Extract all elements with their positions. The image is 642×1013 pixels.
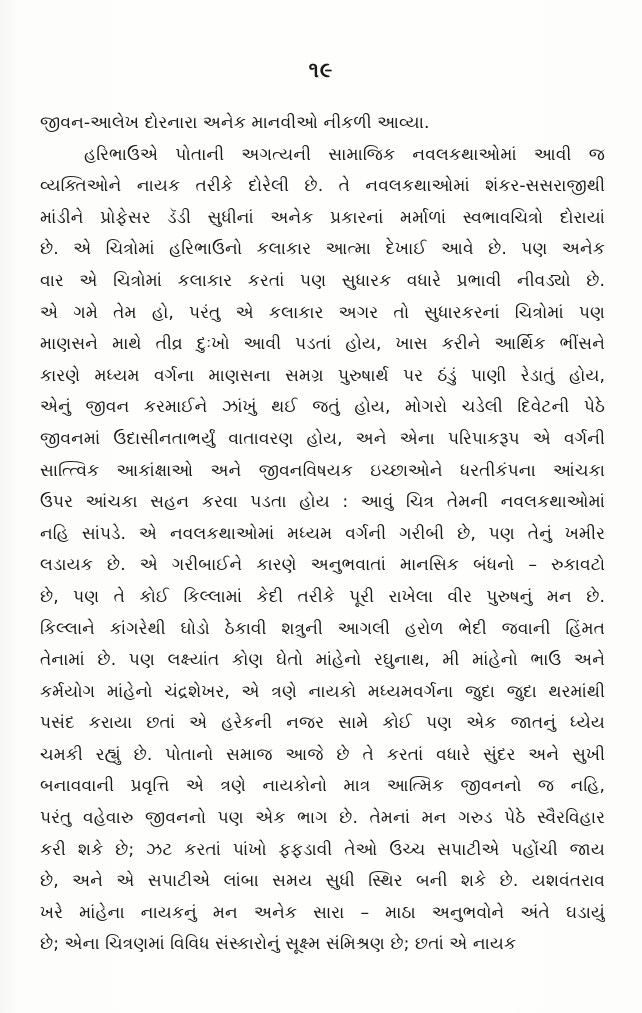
text-line: વ્યક્તિઓને નાયક તરીકે દોરેલી છે. તે નવલકથાઓમાં શંકર-સસરાજીથી	[40, 176, 605, 197]
text-line: કરી શકે છે; ઝટ કરતાં પાંખો ફફડાવી તેઓ ઉચ્ચ સપાટીએ પહોંચી જાય	[40, 839, 605, 860]
text-line: જીવનમાં ઉદાસીનતાભર્યું વાતાવરણ હોય, અને એના પરિપાકરૂપ એ વર્ગની	[40, 428, 605, 449]
page-number: ૧૯	[308, 58, 334, 82]
text-line: માણસને માથે તીવ્ર દુઃખો આવી પડતાં હોય, ખાસ કરીને આર્થિક ભીંસને	[40, 334, 605, 355]
text-line: વાર એ ચિત્રોમાં કલાકાર કરતાં પણ સુધારક વધારે પ્રભાવી નીવડ્યો છે.	[40, 270, 605, 291]
text-line: છે. એ ચિત્રોમાં હરિભાઉનો કલાકાર આત્મા દેખાઈ આવે છે. પણ અનેક	[40, 239, 605, 260]
text-line: સાત્ત્વિક આકાંક્ષાઓ અને જીવનવિષયક ઇચ્છાઓને ધરતીકંપના આંચકા	[40, 460, 605, 481]
text-line: એ ગમે તેમ હો, પરંતુ એ કલાકાર અગર તો સુધારકરનાં ચિત્રોમાં પણ	[40, 302, 605, 323]
text-line: ચમકી રહ્યું છે. પોતાનો સમાજ આજે છે તે કરતાં વધારે સુંદર અને સુખી	[40, 744, 605, 765]
text-line: પસંદ કરાયા છતાં એ હરેકની નજર સામે કોઈ પણ એક જાતનું ધ્યેય	[40, 713, 605, 734]
text-line: છે, પણ તે કોઈ કિલ્લામાં કેદી તરીકે પૂરી રાખેલા વીર પુરુષનું મન છે.	[40, 586, 605, 607]
text-line: કર્મયોગ માંહેનો ચંદ્રશેખર, એ ત્રણે નાયકો મધ્યમવર્ગના જુદા જુદા થરમાંથી	[40, 681, 605, 702]
text-line: ખરે માંહેના નાયકનું મન અનેક સારા – માઠા અનુભવોને અંતે ઘડાયું	[40, 902, 605, 923]
text-line: લડાયક છે. એ ગરીબાઈને કારણે અનુભવાતાં માનસિક બંધનો – રુકાવટો	[40, 555, 605, 576]
text-line: નહિ સાંપડે. એ નવલકથાઓમાં મધ્યમ વર્ગની ગરીબી છે, પણ તેનું ખમીર	[40, 523, 605, 544]
text-line: હરિભાઉએ પોતાની અગત્યની સામાજિક નવલકથાઓમાં આવી જ	[84, 144, 605, 165]
text-line: એનું જીવન કરમાઈને ઝાંખું થઈ જતું હોય, મોગરો ચડેલી દિવેટની પેઠે	[40, 397, 605, 418]
text-line: તેનામાં છે. પણ લક્ષ્યાંત કોણ ઘેતો માંહેનો રઘુનાથ, મી માંહેનો ભાઉ અને	[40, 650, 605, 671]
text-line: છે; એના ચિત્રણમાં વિવિધ સંસ્કારોનું સૂક્ષ્મ સંમિશ્રણ છે; છતાં એ નાયક	[40, 934, 517, 955]
text-line: કારણે મધ્યમ વર્ગના માણસના સમગ્ર પુરુષાર્થ પર ઠંડું પાણી રેડાતું હોય,	[40, 365, 605, 386]
text-line: બનાવવાની પ્રવૃત્તિ એ ત્રણે નાયકોનો માત્ર આત્મિક જીવનનો જ નહિ,	[40, 776, 605, 797]
text-line: છે, અને એ સપાટીએ લાંબા સમય સુધી સ્થિર બની શકે છે. યશવંતરાવ	[40, 871, 605, 892]
text-line: પરંતુ વહેવારુ જીવનનો પણ એક ભાગ છે. તેમનાં મન ગરુડ પેઠે સ્વૈરવિહાર	[40, 808, 605, 829]
body-text	[40, 108, 605, 961]
text-line: કિલ્લાને કાંગરેથી ઘોડો ઠેકાવી શત્રુની આગલી હરોળ ભેદી જવાની હિંમત	[40, 618, 605, 639]
text-line: જીવન-આલેખ દોરનારા અનેક માનવીઓ નીકળી આવ્યા.	[40, 113, 430, 133]
text-line: ઉપર આંચકા સહન કરવા પડતા હોય : આવું ચિત્ર તેમની નવલકથાઓમાં	[40, 492, 605, 513]
text-line: માંડીને પ્રોફેસર ડૅડી સુધીનાં અનેક પ્રકારનાં મર્માળાં સ્વભાવચિત્રો દોરાયાં	[40, 207, 605, 228]
